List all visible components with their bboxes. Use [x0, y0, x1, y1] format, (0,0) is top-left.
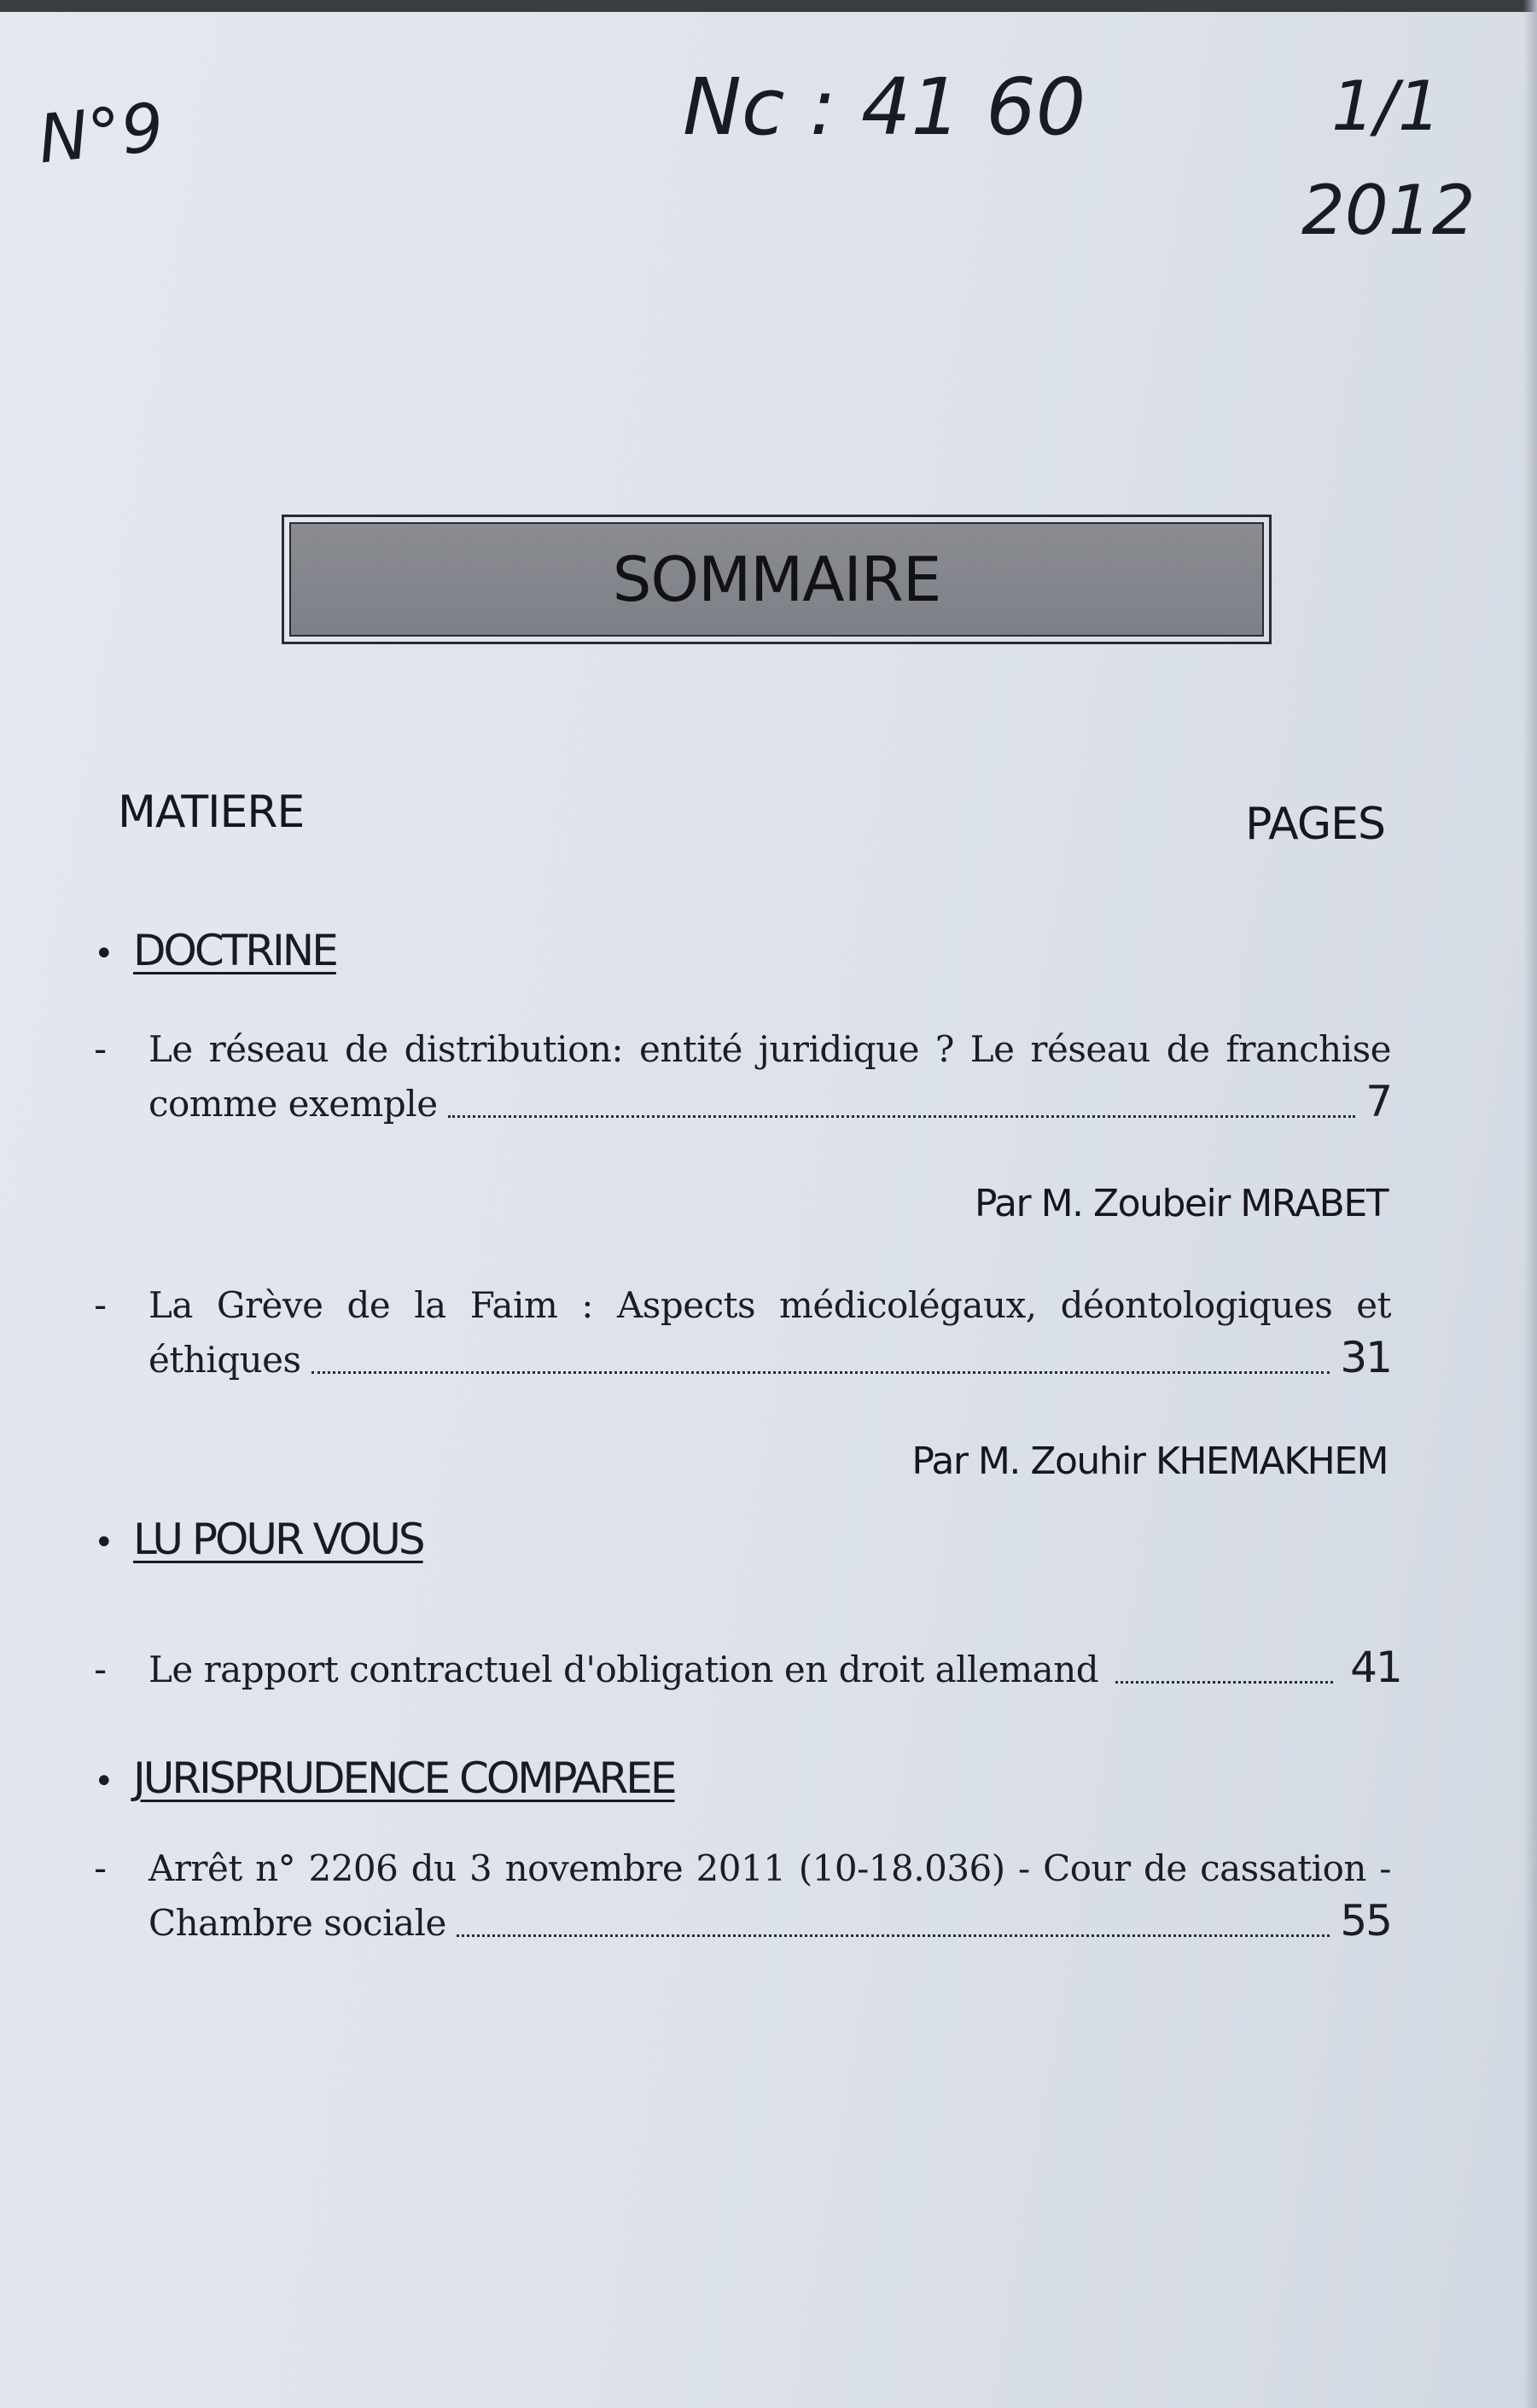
- handwritten-issue-number: N°9: [34, 89, 168, 179]
- entry-title-line2: comme exemple: [148, 1083, 438, 1125]
- toc-entry: [94, 1847, 1391, 1946]
- entry-title-line1: Le réseau de distribution: entité juridique ? Le réseau de franchise: [148, 1028, 1391, 1070]
- dot-leader: [457, 1934, 1330, 1937]
- scan-top-edge: [0, 0, 1537, 12]
- section-lu-pour-vous: [94, 1515, 423, 1564]
- dash-icon: -: [94, 1284, 107, 1326]
- entry-title-line1: Le rapport contractuel d'obligation en droit allemand: [148, 1649, 1099, 1690]
- dot-leader: [448, 1115, 1356, 1118]
- entry-title-line2: Chambre sociale: [148, 1902, 446, 1944]
- page-title: SOMMAIRE: [612, 544, 941, 615]
- dot-leader: [1115, 1681, 1333, 1684]
- section-jurisprudence-comparee: [94, 1754, 674, 1803]
- dash-icon: -: [94, 1847, 107, 1889]
- section-title: JURISPRUDENCE COMPAREE: [133, 1754, 675, 1803]
- dash-icon: -: [94, 1028, 107, 1070]
- entry-page-number: 55: [1340, 1896, 1391, 1946]
- section-title: LU POUR VOUS: [133, 1515, 423, 1564]
- toc-entry: [94, 1643, 1401, 1692]
- toc-entry: [94, 1284, 1391, 1382]
- title-frame: [282, 515, 1272, 644]
- entry-title-line2: éthiques: [148, 1339, 301, 1381]
- handwritten-date-line1: 1/1: [1331, 67, 1441, 146]
- column-header-matiere: MATIERE: [118, 787, 305, 838]
- bullet-icon: •: [94, 934, 114, 974]
- section-doctrine: [94, 926, 336, 975]
- entry-author: Par M. Zouhir KHEMAKHEM: [911, 1440, 1388, 1483]
- entry-page-number: 31: [1340, 1333, 1391, 1382]
- dash-icon: -: [94, 1649, 107, 1690]
- entry-title-line1: Arrêt n° 2206 du 3 novembre 2011 (10-18.036) - Cour de cassation -: [148, 1847, 1391, 1889]
- entry-title-line1: La Grève de la Faim : Aspects médicolégaux, déontologiques et: [148, 1284, 1391, 1326]
- entry-author: Par M. Zoubeir MRABET: [975, 1182, 1388, 1225]
- handwritten-date-line2: 2012: [1301, 171, 1476, 250]
- bullet-icon: •: [94, 1762, 114, 1801]
- column-header-pages: PAGES: [1245, 799, 1385, 850]
- bullet-icon: •: [94, 1523, 114, 1562]
- title-banner: [289, 522, 1264, 637]
- entry-page-number: 41: [1350, 1643, 1401, 1692]
- toc-entry: [94, 1028, 1391, 1126]
- entry-page-number: 7: [1365, 1077, 1391, 1126]
- handwritten-reference: Nc : 41 60: [683, 61, 1086, 153]
- dot-leader: [311, 1371, 1330, 1374]
- section-title: DOCTRINE: [133, 926, 336, 975]
- scan-right-edge: [1523, 0, 1537, 2408]
